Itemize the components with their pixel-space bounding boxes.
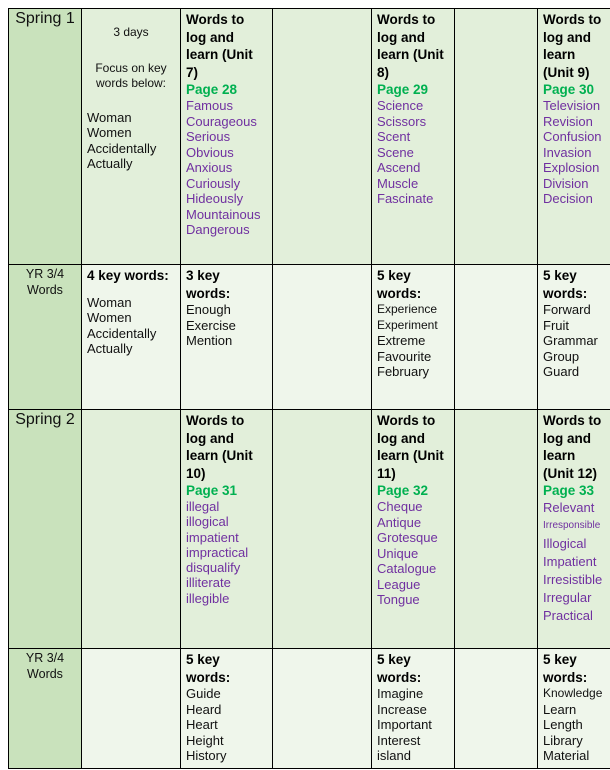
unit-heading: Words to log and learn (Unit 12) xyxy=(543,413,602,481)
row-spring-2 xyxy=(9,410,610,649)
key-words-heading: 5 key words: xyxy=(377,652,422,685)
spelling-word: Ascend xyxy=(377,160,421,175)
key-word: Exercise xyxy=(186,317,236,333)
empty-cell xyxy=(455,9,538,265)
spelling-word: disqualify xyxy=(186,560,241,576)
empty-cell xyxy=(82,649,181,769)
key-word: Extreme xyxy=(377,333,426,348)
empty-cell xyxy=(455,649,538,769)
spelling-word: Unique xyxy=(377,545,419,561)
key-word: Interest xyxy=(377,732,421,748)
key-word: Height xyxy=(186,732,224,748)
row-yr34-words-1 xyxy=(9,265,610,410)
row-label-yr34-1: YR 3/4 Words xyxy=(9,265,82,410)
page-reference: Page 31 xyxy=(186,483,238,498)
row-label-spring-2: Spring 2 xyxy=(9,410,82,649)
unit-heading: Words to log and learn (Unit 8) xyxy=(377,12,444,80)
empty-cell xyxy=(273,410,372,649)
spelling-word: Mountainous xyxy=(186,206,261,222)
unit-7-cell xyxy=(181,9,273,265)
spelling-word: Obvious xyxy=(186,144,234,160)
key-word: Increase xyxy=(377,701,427,717)
spelling-word: Courageous xyxy=(186,113,257,129)
spelling-word: Decision xyxy=(543,191,593,206)
unit-11-cell xyxy=(372,410,455,649)
spelling-word: Science xyxy=(377,98,424,113)
empty-cell xyxy=(273,9,372,265)
unit-10-cell xyxy=(181,410,273,649)
spelling-word: Division xyxy=(543,175,589,191)
key-word: Experience xyxy=(377,302,438,316)
spelling-word: Dangerous xyxy=(186,222,250,237)
spelling-word: Famous xyxy=(186,98,233,113)
key-words-cell xyxy=(181,649,273,769)
page-reference: Page 29 xyxy=(377,82,429,97)
key-word: Enough xyxy=(186,302,231,317)
empty-cell xyxy=(273,265,372,410)
key-word: Learn xyxy=(543,701,577,717)
key-word: Women xyxy=(87,310,132,325)
key-word: Material xyxy=(543,748,590,763)
page-reference: Page 33 xyxy=(543,483,595,498)
spelling-word: Relevant xyxy=(543,500,595,515)
spelling-word: Scent xyxy=(377,129,411,144)
spelling-word: Catalogue xyxy=(377,561,437,576)
spelling-word: Irregular xyxy=(543,590,592,605)
spelling-word: Anxious xyxy=(186,160,233,175)
spelling-word: illegal xyxy=(186,499,220,514)
row-yr34-words-2 xyxy=(9,649,610,769)
key-word: Length xyxy=(543,717,583,732)
key-word: Guide xyxy=(186,686,221,701)
key-word: Experiment xyxy=(377,317,438,332)
key-word: Heard xyxy=(186,701,222,717)
unit-heading: Words to log and learn (Unit 10) xyxy=(186,413,253,481)
key-word: Actually xyxy=(87,341,133,356)
empty-cell xyxy=(273,649,372,769)
key-word: Accidentally xyxy=(87,325,157,341)
spelling-word: Invasion xyxy=(543,144,592,160)
key-words-heading: 5 key words: xyxy=(186,652,231,685)
focus-word: Women xyxy=(87,125,132,140)
spring-1-focus-cell xyxy=(82,9,181,265)
key-word: Group xyxy=(543,348,580,364)
spelling-word: Television xyxy=(543,98,601,113)
spelling-word: Tongue xyxy=(377,592,420,607)
focus-word: Accidentally xyxy=(87,140,157,156)
focus-text: Focus on key words below: xyxy=(95,60,167,90)
key-word: Woman xyxy=(87,294,132,310)
focus-word: Woman xyxy=(87,109,132,125)
empty-cell xyxy=(455,410,538,649)
key-words-cell xyxy=(372,649,455,769)
key-word: Grammar xyxy=(543,333,598,348)
key-word: Guard xyxy=(543,364,580,379)
key-words-cell xyxy=(538,649,610,769)
unit-8-cell xyxy=(372,9,455,265)
page-reference: Page 30 xyxy=(543,82,595,97)
key-words-heading: 5 key words: xyxy=(543,268,588,301)
row-label-spring-1: Spring 1 xyxy=(9,9,82,265)
unit-heading: Words to log and learn (Unit 11) xyxy=(377,413,444,481)
spelling-word: Muscle xyxy=(377,175,419,191)
page-reference: Page 28 xyxy=(186,82,238,97)
unit-9-cell xyxy=(538,9,610,265)
key-words-heading: 5 key words: xyxy=(543,652,588,685)
spelling-word: Irresponsible xyxy=(543,520,601,531)
spelling-word: Antique xyxy=(377,514,422,530)
key-word: February xyxy=(377,364,430,379)
spelling-word: Scissors xyxy=(377,113,427,129)
key-word: Forward xyxy=(543,302,591,317)
unit-heading: Words to log and learn (Unit 9) xyxy=(543,12,602,80)
unit-heading: Words to log and learn (Unit 7) xyxy=(186,12,253,80)
key-words-cell xyxy=(82,265,181,410)
unit-12-cell xyxy=(538,410,610,649)
spelling-word: impatient xyxy=(186,529,239,545)
spelling-word: Curiously xyxy=(186,175,241,191)
spelling-plan-table xyxy=(8,8,610,769)
key-words-heading: 3 key words: xyxy=(186,268,231,301)
page-reference: Page 32 xyxy=(377,483,429,498)
key-word: History xyxy=(186,748,227,763)
key-word: Favourite xyxy=(377,348,432,364)
spelling-word: Practical xyxy=(543,608,593,623)
spelling-word: Hideously xyxy=(186,191,244,206)
key-words-cell xyxy=(181,265,273,410)
spelling-word: impractical xyxy=(186,544,249,560)
spelling-word: Explosion xyxy=(543,160,600,175)
key-word: island xyxy=(377,748,411,763)
key-word: Imagine xyxy=(377,686,424,701)
spelling-word: Grotesque xyxy=(377,530,438,545)
spelling-word: Illogical xyxy=(543,536,587,551)
key-word: Library xyxy=(543,732,583,748)
row-spring-1 xyxy=(9,9,610,265)
row-label-yr34-2: YR 3/4 Words xyxy=(9,649,82,769)
spelling-word: Revision xyxy=(543,113,593,129)
key-words-heading: 5 key words: xyxy=(377,268,422,301)
spelling-word: Scene xyxy=(377,144,414,160)
focus-word: Actually xyxy=(87,156,133,171)
key-words-heading: 4 key words: xyxy=(87,268,169,283)
spelling-word: Confusion xyxy=(543,129,602,144)
spelling-word: illogical xyxy=(186,514,229,530)
spelling-word: League xyxy=(377,576,421,592)
key-word: Heart xyxy=(186,717,218,732)
key-word: Mention xyxy=(186,333,233,348)
key-words-cell xyxy=(538,265,610,410)
key-word: Knowledge xyxy=(543,686,603,700)
spelling-word: Cheque xyxy=(377,499,423,514)
days-text: 3 days xyxy=(113,25,149,39)
spelling-word: illegible xyxy=(186,590,230,606)
key-word: Fruit xyxy=(543,317,569,333)
spelling-word: Serious xyxy=(186,129,231,144)
spelling-word: Irresistible xyxy=(543,572,603,587)
spelling-word: Fascinate xyxy=(377,191,434,206)
key-words-cell xyxy=(372,265,455,410)
spelling-word: Impatient xyxy=(543,554,597,569)
spelling-word: illiterate xyxy=(186,575,231,591)
empty-cell xyxy=(82,410,181,649)
empty-cell xyxy=(455,265,538,410)
key-word: Important xyxy=(377,717,432,732)
